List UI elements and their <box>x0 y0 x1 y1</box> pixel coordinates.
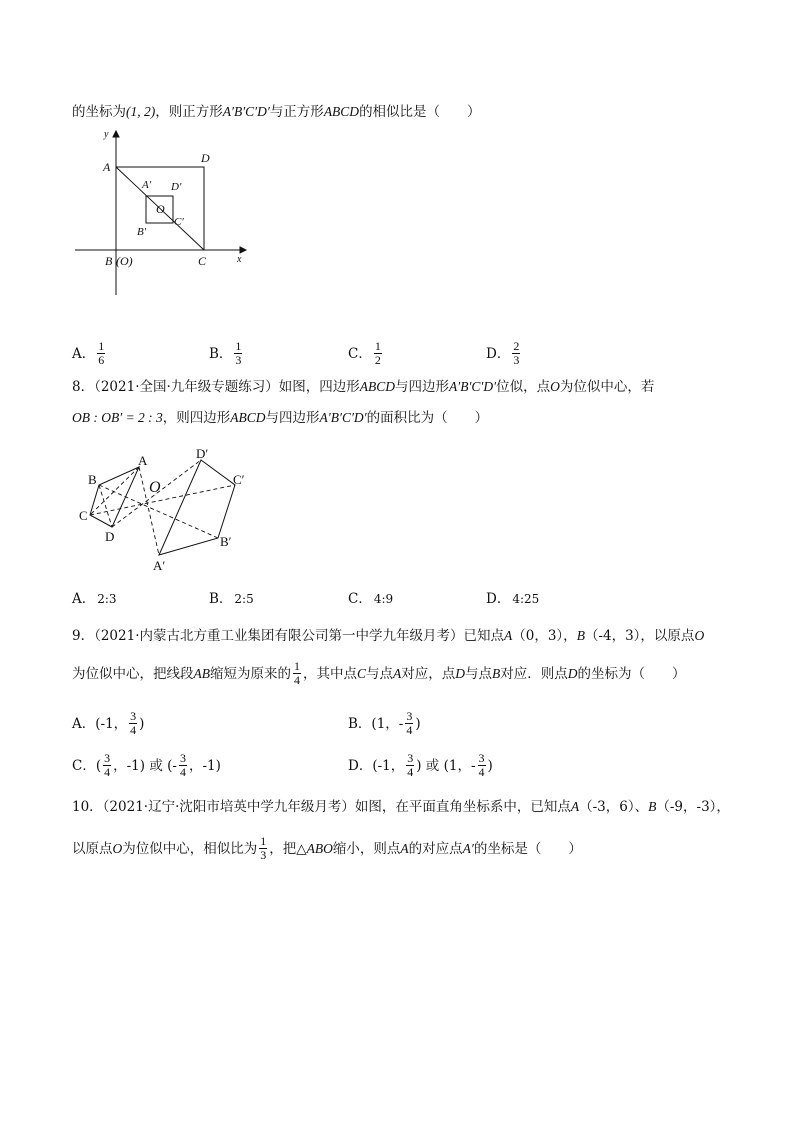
q8-option-b[interactable]: B． 2:5 <box>209 591 254 607</box>
q7-y-arrow <box>113 131 119 137</box>
q8-quad-abcd <box>90 467 139 527</box>
q7-label-o-paren: (O) <box>116 254 133 268</box>
q8-label-a1: A′ <box>153 558 166 573</box>
q9-option-d[interactable]: D． (-1， $\frac{3}{4}$ ) 或 (1，- $\frac{3}{4}$ ) <box>348 751 493 779</box>
q7-option-a-frac: $\frac{1}{6}$ <box>98 339 105 367</box>
q8-label-b: B <box>88 472 97 487</box>
q8-line1: 8．（2021·全国·九年级专题练习）如图，四边形ABCD与四边形A′B′C′D′位似，点O为位似中心，若 <box>72 379 655 395</box>
q7-label-a: A <box>103 160 111 174</box>
q7-option-b-frac: $\frac{1}{3}$ <box>235 339 242 367</box>
q7-stem-coord: (1, 2) <box>126 104 156 119</box>
q7-stem-mid: ，则正方形 <box>155 104 223 120</box>
q9-option-b[interactable]: B． (1，- $\frac{3}{4}$ ) <box>348 709 421 737</box>
q7-label-o: O <box>156 202 165 216</box>
q7-label-d1: D′ <box>171 181 182 193</box>
q7-option-d[interactable]: D． $\frac{2}{3}$ <box>486 339 520 367</box>
q7-stem <box>72 103 481 121</box>
q9-frac: $\frac{1}{4}$ <box>294 659 300 687</box>
q8-label-b1: B′ <box>220 534 232 549</box>
q10-line2: 以原点 O 为位似中心，相似比为 $\frac{1}{3}$ ，把 △ABO 缩小，则点 A 的对应点 A′ 的坐标是（ ） <box>72 834 582 862</box>
q9-option-c[interactable]: C． ( $\frac{3}{4}$ ，-1) 或 (- $\frac{3}{4}$ ，-1) <box>72 751 221 779</box>
q7-label-c1: C′ <box>174 216 184 228</box>
q8-label-c: C <box>79 508 88 523</box>
q7-option-a[interactable]: A． $\frac{1}{6}$ <box>72 339 105 367</box>
q9-option-a[interactable]: A． (-1， $\frac{3}{4}$ ) <box>72 709 145 737</box>
q7-stem-with: 与正方形 <box>269 104 324 120</box>
q8-label-d: D <box>105 529 115 544</box>
q7-label-y: y <box>104 129 109 140</box>
q8-line2: OB : OB′ = 2 : 3，则四边形ABCD与四边形A′B′C′D′的面积比为（ ） <box>72 410 489 426</box>
q9-line1: 9．（2021·内蒙古北方重工业集团有限公司第一中学九年级月考）已知点A（0，3），B（-4，3），以原点O <box>72 628 705 644</box>
q8-ratio: OB : OB′ = 2 : 3 <box>72 410 163 425</box>
q7-x-arrow <box>240 247 246 253</box>
q7-label-b1: B′ <box>137 226 147 238</box>
q8-dash-cc1 <box>90 485 235 515</box>
q7-label-x: x <box>237 254 242 265</box>
q8-label-a: A <box>138 453 148 468</box>
q8-option-c[interactable]: C． 4:9 <box>348 591 394 607</box>
q7-option-d-frac: $\frac{2}{3}$ <box>513 339 520 367</box>
q10-line1: 10．（2021·辽宁·沈阳市培英中学九年级月考）如图，在平面直角坐标系中，已知点A（-3，6）、B（-9，-3）， <box>72 799 730 815</box>
q7-stem-pre: 的坐标为 <box>72 104 126 120</box>
q7-figure <box>70 125 250 300</box>
q7-shape2: ABCD <box>323 104 360 119</box>
q7-label-c: C <box>198 254 207 268</box>
q8-option-a[interactable]: A． 2:3 <box>72 591 117 607</box>
q8-label-d1: D′ <box>196 446 209 461</box>
q7-label-b: B <box>105 254 113 268</box>
q8-label-o: O <box>149 479 161 496</box>
q7-option-b[interactable]: B． $\frac{1}{3}$ <box>209 339 242 367</box>
q7-shape1: A′B′C′D′ <box>222 104 270 119</box>
q7-stem-post: 的相似比是（ ） <box>359 104 481 120</box>
q10-frac: $\frac{1}{3}$ <box>260 834 267 862</box>
q8-figure <box>75 440 255 575</box>
q7-option-c-frac: $\frac{1}{2}$ <box>374 339 381 367</box>
q7-option-c[interactable]: C． $\frac{1}{2}$ <box>348 339 381 367</box>
q8-label-c1: C′ <box>233 472 245 487</box>
q7-label-a1: A′ <box>142 179 152 191</box>
q9-line2: 为位似中心，把线段 AB 缩短为原来的 $\frac{1}{4}$ ，其中点 C 与点 A 对应，点 D 与点 B 对应．则点 D 的坐标为（ ） <box>72 659 686 687</box>
q8-option-d[interactable]: D． 4:25 <box>486 591 540 607</box>
q7-label-d: D <box>201 151 210 165</box>
